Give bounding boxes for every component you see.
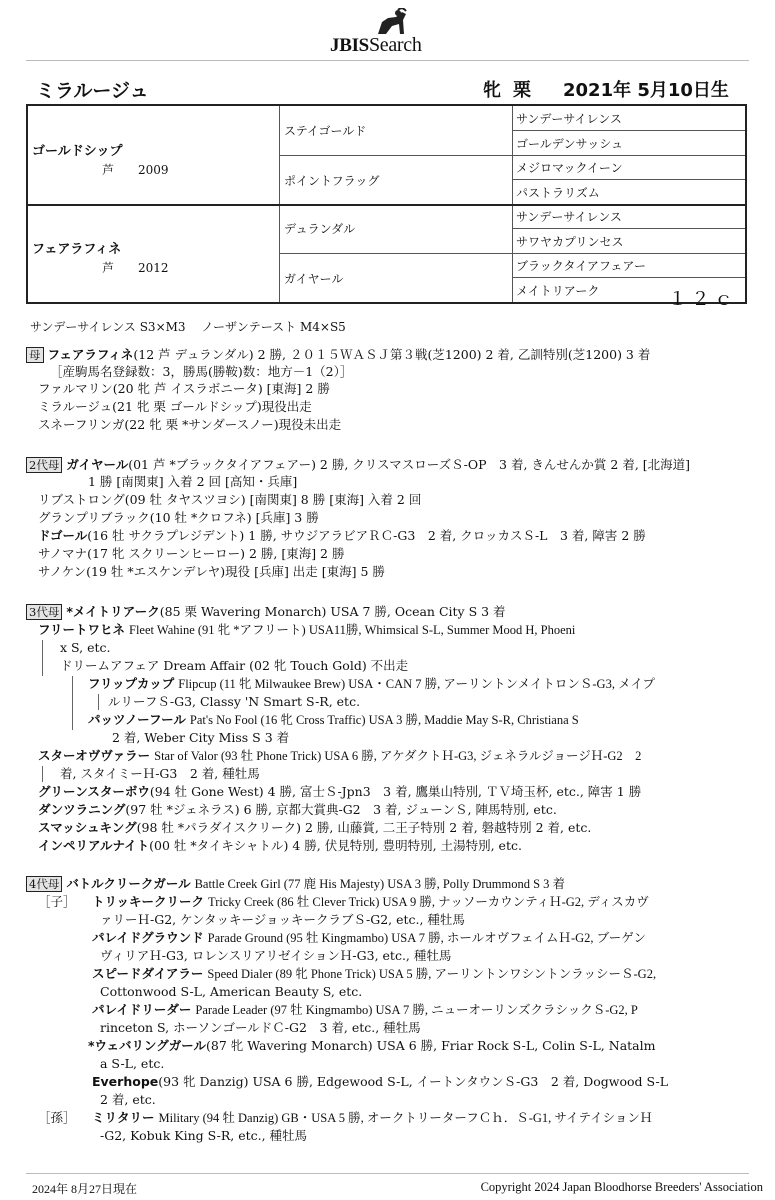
divider [512, 228, 745, 229]
inbreeding-info: サンデーサイレンス S3×M3 ノーザンテースト M4×S5 [30, 320, 346, 334]
produce-line: スネーフリンガ(22 牝 栗 *サンダースノー)現役未出走 [38, 417, 342, 432]
logo-text: JBISSearch [330, 34, 422, 56]
divider [279, 155, 745, 156]
horse-link[interactable]: フェアラフィネ [47, 347, 134, 362]
produce-line: トリッキークリーク Tricky Creek (86 牡 Clever Trick) USA 9 勝, ナッソーカウンティＨ-G2, ディスカヴ [92, 894, 649, 909]
produce-line: ドゴール(16 牡 サクラプレジデント) 1 勝, サウジアラビアＲＣ-G3 2 着, クロッカスＳ-L 3 着, 障害 2 勝 [38, 528, 646, 543]
section-tag: 2代母 [26, 457, 62, 473]
horse-link[interactable]: パレイドグラウンド [92, 930, 204, 945]
divider [512, 130, 745, 131]
sire-name[interactable]: ゴールドシップ [32, 144, 123, 159]
pedigree-gen3[interactable]: メジロマックイーン [516, 161, 623, 175]
tree-branch-line [42, 640, 43, 676]
produce-line: ミラルージュ(21 牝 栗 ゴールドシップ)現役出走 [38, 399, 312, 414]
produce-line: 着, スタイミーＨ-G3 2 着, 種牡馬 [60, 766, 260, 781]
horse-link[interactable]: スマッシュキング [38, 820, 137, 835]
produce-line: スマッシュキング(98 牡 *パラダイスクリーク) 2 勝, 山藤賞, 二王子特別 2 着, 磐越特別 2 着, etc. [38, 820, 592, 835]
produce-line: フリップカップ Flipcup (11 牝 Milwaukee Brew) USA・CAN 7 勝, アーリントンメイトロンＳ-G3, メイプ [88, 676, 655, 691]
produce-line: Everhope(93 牝 Danzig) USA 6 勝, Edgewood S-L, イートンタウンＳ-G3 2 着, Dogwood S-L [92, 1074, 669, 1089]
produce-line: ルリーフＳ-G3, Classy 'N Smart S-R, etc. [108, 694, 361, 709]
produce-line: *ウェバリングガール(87 牝 Wavering Monarch) USA 6 勝, Friar Rock S-L, Colin S-L, Natalm [88, 1038, 656, 1053]
pedigree-gen2[interactable]: ポイントフラッグ [284, 174, 380, 188]
horse-link[interactable]: *ウェバリングガール [88, 1038, 207, 1053]
horse-link[interactable]: フリップカップ [88, 676, 175, 691]
pedigree-sire[interactable] [32, 140, 169, 178]
family-number: １２ｃ [667, 288, 737, 310]
pedigree-gen3[interactable]: ブラックタイアフェアー [516, 259, 646, 273]
generation-marker: ［孫］ [38, 1110, 76, 1125]
horse-link[interactable]: バトルクリークガール [66, 876, 191, 891]
horse-link[interactable]: *メイトリアーク [66, 604, 160, 619]
pedigree-gen2[interactable]: ガイヤール [284, 272, 344, 286]
pedigree-gen2[interactable]: デュランダル [284, 222, 356, 236]
horse-link[interactable]: Everhope [92, 1074, 159, 1089]
dam-info: 芦 2012 [102, 261, 169, 275]
horse-color: 栗 [513, 80, 531, 101]
pedigree-gen3[interactable]: ゴールデンサッシュ [516, 137, 624, 151]
horse-name: ミラルージュ [36, 80, 149, 102]
dam-name[interactable]: フェアラフィネ [32, 242, 122, 257]
pedigree-gen3[interactable]: メイトリアーク [516, 284, 600, 298]
horse-link[interactable]: グリーンスターボウ [38, 784, 150, 799]
as-of-date: 2024年 8月27日現在 [32, 1182, 138, 1196]
section-tag: 3代母 [26, 604, 62, 620]
section-tag: 4代母 [26, 876, 62, 892]
g2dam-line-0: 2代母 ガイヤール(01 芦 *ブラックタイアフェアー) 2 勝, クリスマスローズＳ-OP 3 着, きんせんか賞 2 着, [北海道] [26, 456, 690, 474]
horse-link[interactable]: スピードダイアラー [92, 966, 204, 981]
produce-line: Cottonwood S-L, American Beauty S, etc. [100, 984, 363, 999]
produce-line: グランプリブラック(10 牡 *クロフネ) [兵庫] 3 勝 [38, 510, 319, 525]
produce-line: インペリアルナイト(00 牡 *タイキシャトル) 4 勝, 伏見特別, 豊明特別, 土湯特別, etc. [38, 838, 522, 853]
produce-line: スピードダイアラー Speed Dialer (89 牝 Phone Trick) USA 5 勝, アーリントンワシントンラッシーＳ-G2, [92, 966, 657, 981]
pedigree-gen3[interactable]: サンデーサイレンス [516, 112, 622, 126]
copyright: Copyright 2024 Japan Bloodhorse Breeders' Association [480, 1180, 763, 1194]
horse-link[interactable]: インペリアルナイト [38, 838, 150, 853]
tree-branch-line [72, 676, 73, 730]
produce-line: グリーンスターボウ(94 牡 Gone West) 4 勝, 富士Ｓ-Jpn3 3 着, 鷹巣山特別, ＴＶ埼玉杯, etc., 障害 1 勝 [38, 784, 642, 799]
horse-link[interactable]: トリッキークリーク [92, 894, 205, 909]
produce-line: ァリーＨ-G2, ケンタッキージョッキークラブＳ-G2, etc., 種牡馬 [100, 912, 465, 927]
divider [512, 277, 745, 278]
horse-sex: 牝 [483, 80, 501, 101]
g3dam-line-0: 3代母 *メイトリアーク(85 栗 Wavering Monarch) USA 7 勝, Ocean City S 3 着 [26, 603, 506, 621]
produce-line: 2 着, Weber City Miss S 3 着 [112, 730, 290, 745]
generation-marker: ［子］ [38, 894, 76, 909]
produce-line: ドリームアフェア Dream Affair (02 牝 Touch Gold) 不出走 [60, 658, 409, 673]
produce-line: ミリタリー Military (94 牡 Danzig) GB・USA 5 勝, オークトリーターフＣｈ．Ｓ-G1, サイテイションＨ [92, 1110, 653, 1125]
produce-line: 2 着, etc. [100, 1092, 156, 1107]
jbis-logo[interactable] [330, 8, 460, 54]
footer-divider [26, 1173, 749, 1174]
produce-line: -G2, Kobuk King S-R, etc., 種牡馬 [100, 1128, 308, 1143]
produce-line: スターオヴヴァラー Star of Valor (93 牡 Phone Trick) USA 6 勝, アケダクトＨ-G3, ジェネラルジョージＨ-G2 2 [38, 748, 642, 763]
pedigree-gen3[interactable]: サワヤカプリンセス [516, 235, 624, 249]
produce-line: パレイドグラウンド Parade Ground (95 牡 Kingmambo) USA 7 勝, ホールオヴフェイムＨ-G2, ブーゲン [92, 930, 647, 945]
produce-line: x S, etc. [60, 640, 111, 655]
pedigree-dam[interactable] [32, 238, 169, 276]
produce-line: サノケン(19 牡 *エスケンデレヤ)現役 [兵庫] 出走 [東海] 5 勝 [38, 564, 385, 579]
pedigree-gen2[interactable]: ステイゴールド [284, 124, 367, 138]
divider [279, 253, 745, 254]
horse-link[interactable]: ダンツラニング [38, 802, 126, 817]
tree-branch-line [42, 766, 43, 782]
horse-link[interactable]: パッツノーフール [88, 712, 186, 727]
g2dam-line-1: 1 勝 [南関東] 入着 2 回 [高知・兵庫] [88, 474, 298, 489]
produce-line: ファルマリン(20 牝 芦 イスラボニータ) [東海] 2 勝 [38, 381, 330, 396]
g4dam-line-0: 4代母 バトルクリークガール Battle Creek Girl (77 鹿 His Majesty) USA 3 勝, Polly Drummond S 3 着 [26, 875, 565, 893]
horse-link[interactable]: ドゴール [38, 528, 88, 543]
produce-line: パレイドリーダー Parade Leader (97 牡 Kingmambo) USA 7 勝, ニューオーリンズクラシックＳ-G2, P [92, 1002, 638, 1017]
header-divider [26, 60, 749, 61]
dam-line-1: ［産駒馬名登録数：3，勝馬(勝鞍)数：地方－1（2）］ [50, 364, 353, 379]
divider [512, 179, 745, 180]
pedigree-gen3[interactable]: パストラリズム [516, 186, 600, 200]
horse-link[interactable]: スターオヴヴァラー [38, 748, 151, 763]
section-tag: 母 [26, 347, 44, 363]
pedigree-gen3[interactable]: サンデーサイレンス [516, 210, 622, 224]
pedigree-table [26, 104, 747, 310]
divider [28, 204, 745, 206]
produce-line: リブストロング(09 牡 タヤスツヨシ) [南関東] 8 勝 [東海] 入着 2 回 [38, 492, 422, 507]
produce-line: ダンツラニング(97 牡 *ジェネラス) 6 勝, 京都大賞典-G2 3 着, ジューンＳ, 陣馬特別, etc. [38, 802, 557, 817]
dam-line-0: 母 フェアラフィネ(12 芦 デュランダル) 2 勝, ２０１５ＷＡＳＪ第３戦(芝1200) 2 着, 乙訓特別(芝1200) 3 着 [26, 346, 650, 364]
horse-link[interactable]: ミリタリー [92, 1110, 155, 1125]
produce-line: a S-L, etc. [100, 1056, 165, 1071]
tree-branch-line [98, 694, 99, 710]
horse-link[interactable]: フリートワヒネ [38, 622, 126, 637]
produce-line: フリートワヒネ Fleet Wahine (91 牝 *アフリート) USA11勝, Whimsical S-L, Summer Mood H, Phoeni [38, 622, 576, 637]
produce-line: パッツノーフール Pat's No Fool (16 牝 Cross Traffic) USA 3 勝, Maddie May S-R, Christiana S [88, 712, 579, 727]
produce-line: ヴィリアＨ-G3, ロレンスリアリゼイションＨ-G3, etc., 種牡馬 [100, 948, 452, 963]
horse-birth-date: 2021年 5月10日生 [563, 80, 729, 101]
sire-info: 芦 2009 [102, 163, 169, 177]
horse-link[interactable]: ガイヤール [66, 457, 129, 472]
produce-line: サノマナ(17 牝 スクリーンヒーロー) 2 勝, [東海] 2 勝 [38, 546, 345, 561]
horse-link[interactable]: パレイドリーダー [92, 1002, 192, 1017]
produce-line: rinceton S, ホーソンゴールドＣ-G2 3 着, etc., 種牡馬 [100, 1020, 421, 1035]
